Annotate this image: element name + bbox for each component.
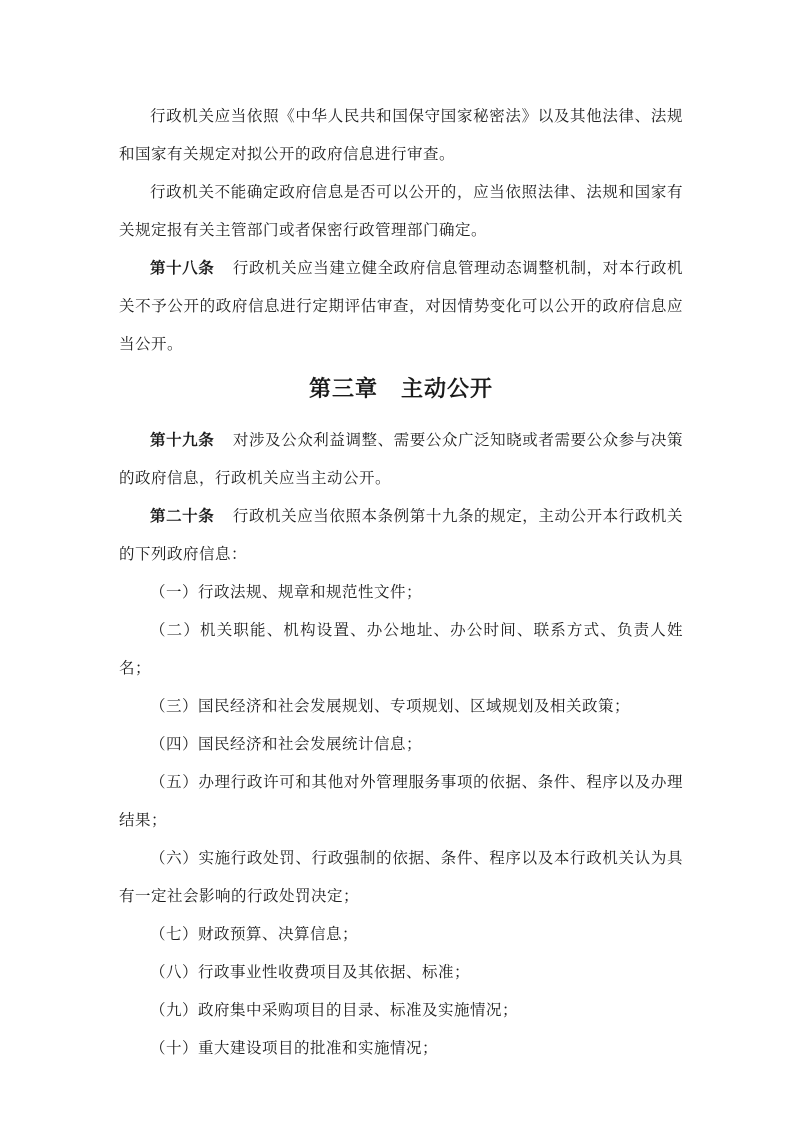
list-item: （一）行政法规、规章和规范性文件； [150, 584, 423, 601]
list-item: （九）政府集中采购项目的目录、标准及实施情况； [150, 1002, 519, 1019]
article-paragraph [119, 422, 683, 498]
list-item: （六）实施行政处罚、行政强制的依据、条件、程序以及本行政机关认为具有一定社会影响的行政处罚决定； [119, 850, 683, 905]
list-item: （十）重大建设项目的批准和实施情况； [150, 1040, 439, 1057]
list-item: （七）财政预算、决算信息； [150, 926, 359, 943]
article-number-label: 第二十条 [150, 508, 215, 525]
list-item: （八）行政事业性收费项目及其依据、标准； [150, 964, 471, 981]
article-number-label: 第十九条 [150, 432, 215, 449]
article-paragraph [119, 250, 683, 364]
list-item: （三）国民经济和社会发展规划、专项规划、区域规划及相关政策； [150, 698, 631, 715]
list-item: （二）机关职能、机构设置、办公地址、办公时间、联系方式、负责人姓名； [119, 622, 683, 677]
body-paragraph: 行政机关应当依照《中华人民共和国保守国家秘密法》以及其他法律、法规和国家有关规定对拟公开的政府信息进行审查。 [119, 108, 683, 163]
article-text: 行政机关应当依照本条例第十九条的规定，主动公开本行政机关的下列政府信息： [119, 508, 683, 563]
article-text: 行政机关应当建立健全政府信息管理动态调整机制，对本行政机关不予公开的政府信息进行定期评估审查，对因情势变化可以公开的政府信息应当公开。 [119, 260, 683, 353]
body-paragraph: 行政机关不能确定政府信息是否可以公开的，应当依照法律、法规和国家有关规定报有关主管部门或者保密行政管理部门确定。 [119, 184, 683, 239]
list-item: （四）国民经济和社会发展统计信息； [150, 736, 423, 753]
chapter-heading: 第三章 主动公开 [308, 376, 493, 401]
article-text: 对涉及公众利益调整、需要公众广泛知晓或者需要公众参与决策的政府信息，行政机关应当主动公开。 [119, 432, 683, 487]
article-paragraph [119, 498, 683, 574]
list-item: （五）办理行政许可和其他对外管理服务事项的依据、条件、程序以及办理结果； [119, 774, 683, 829]
article-number-label: 第十八条 [150, 260, 215, 277]
